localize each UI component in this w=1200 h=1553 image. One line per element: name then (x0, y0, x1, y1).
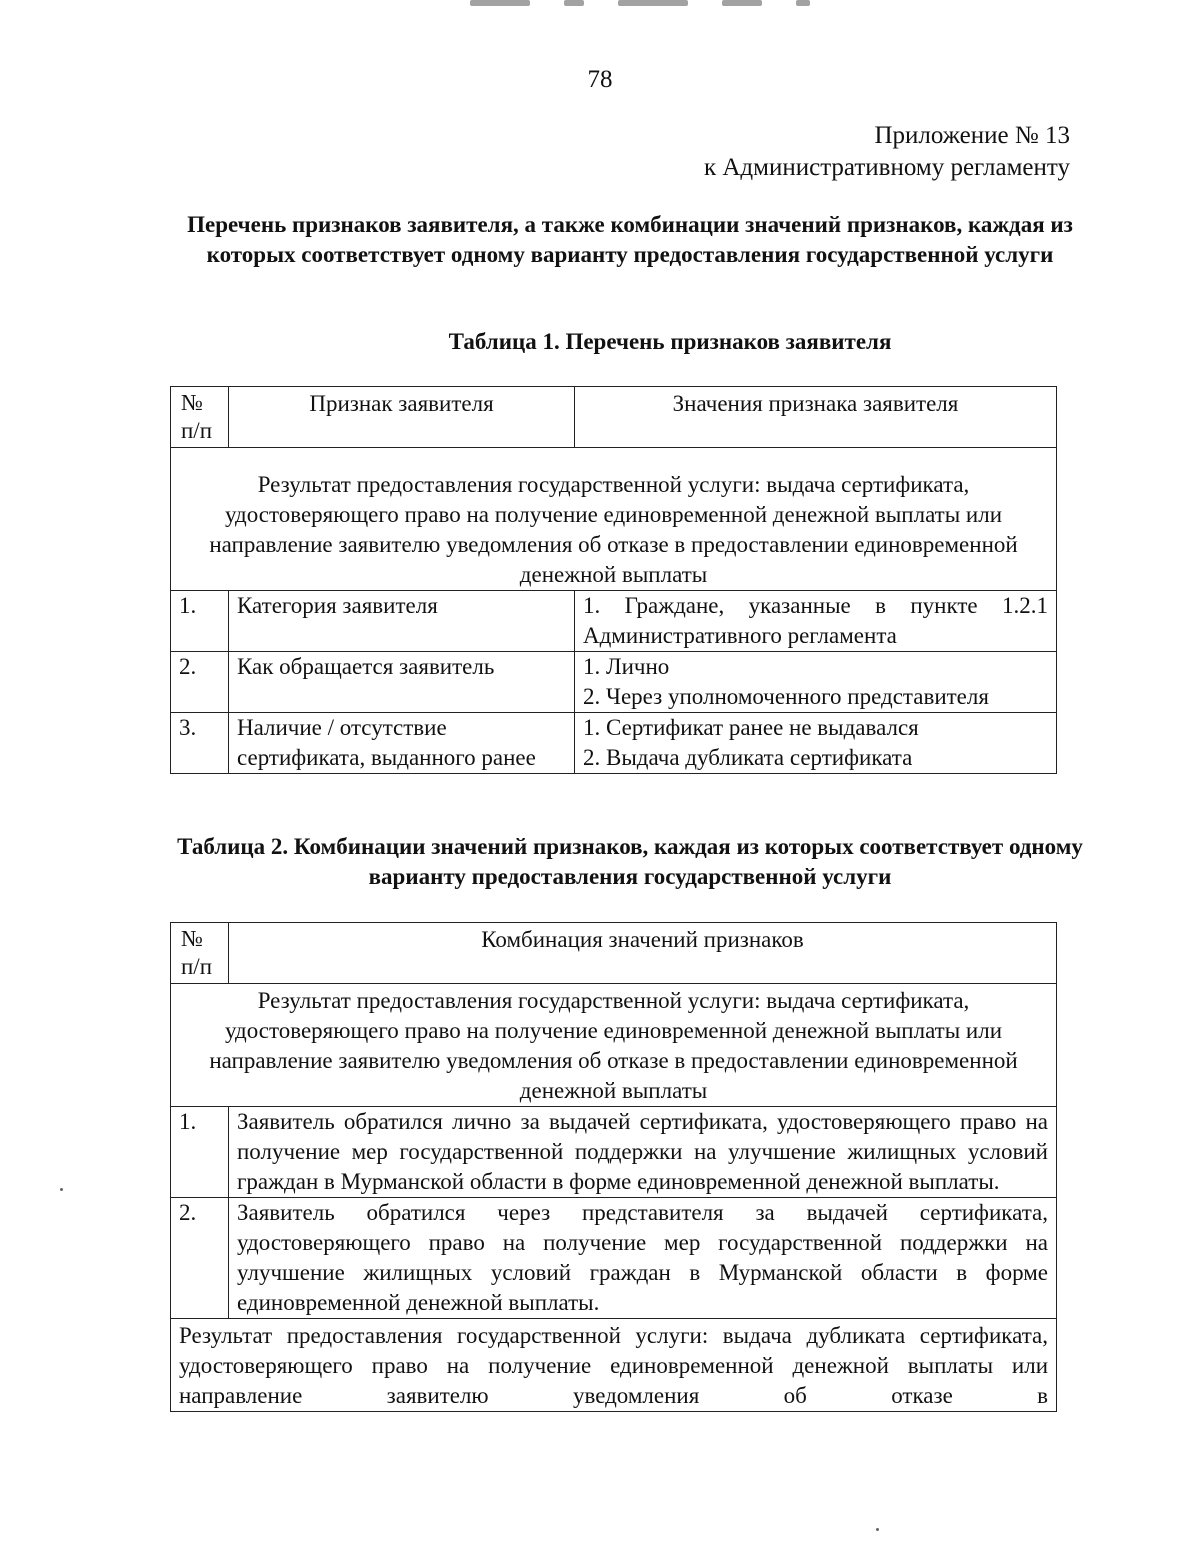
annex-reference: к Административному регламенту (703, 154, 1070, 181)
scan-artifact (470, 0, 830, 10)
row-combination: Заявитель обратился через представителя за выдачей сертификата, удостоверяющего право на получение мер государственной поддержки на улучшение жилищных условий граждан в Мурманской области в форме единовременной денежной выплаты. (229, 1198, 1057, 1319)
feature-combinations-table (170, 922, 1057, 1412)
scan-speck (60, 1188, 63, 1191)
row-number: 1. (171, 591, 229, 652)
header-number: № п/п (171, 923, 229, 984)
result-text: Результат предоставления государственной услуги: выдача сертификата, удостоверяющего право на получение единовременной денежной выплаты или направление заявителю уведомления об отказе в предоставлении единовременной денежной выплаты (171, 984, 1057, 1107)
document-title: Перечень признаков заявителя, а также комбинации значений признаков, каждая из которых соответствует одному варианту предоставления государственной услуги (187, 212, 1073, 267)
row-number: 1. (171, 1107, 229, 1198)
table-row (171, 652, 1057, 713)
row-combination: Заявитель обратился лично за выдачей сертификата, удостоверяющего право на получение мер государственной поддержки на улучшение жилищных условий граждан в Мурманской области в форме единовременной денежной выплаты. (229, 1107, 1057, 1198)
row-feature: Как обращается заявитель (229, 652, 575, 713)
table-header-row (171, 923, 1057, 984)
row-value: 1. Лично (583, 654, 670, 679)
row-feature: Категория заявителя (229, 591, 575, 652)
result-text: Результат предоставления государственной услуги: выдача сертификата, удостоверяющего право на получение единовременной денежной выплаты или направление заявителю уведомления об отказе в предоставлении единовременной денежной выплаты (171, 448, 1057, 591)
table-row (171, 1198, 1057, 1319)
applicant-features-table (170, 386, 1057, 774)
row-value: 1. Граждане, указанные в пункте 1.2.1 Административного регламента (575, 591, 1057, 652)
row-number: 2. (171, 1198, 229, 1319)
row-values (575, 652, 1057, 713)
scan-speck (876, 1528, 879, 1531)
table2-caption: Таблица 2. Комбинации значений признаков, каждая из которых соответствует одному варианту предоставления государственной услуги (177, 834, 1083, 889)
table1-caption: Таблица 1. Перечень признаков заявителя (448, 329, 892, 354)
header-number: № п/п (171, 387, 229, 448)
result-row (171, 1319, 1057, 1412)
page-number: 78 (587, 66, 613, 93)
header-feature: Признак заявителя (229, 387, 575, 448)
table-row (171, 1107, 1057, 1198)
table-header-row (171, 387, 1057, 448)
table-row (171, 713, 1057, 774)
result-row (171, 448, 1057, 591)
result-row (171, 984, 1057, 1107)
row-number: 2. (171, 652, 229, 713)
row-value: 1. Сертификат ранее не выдавался (583, 715, 919, 740)
annex-number: Приложение № 13 (874, 122, 1070, 149)
header-combination: Комбинация значений признаков (229, 923, 1057, 984)
row-values (575, 713, 1057, 774)
row-value: 2. Выдача дубликата сертификата (583, 745, 913, 770)
row-number: 3. (171, 713, 229, 774)
annex-heading (704, 120, 1070, 184)
row-value: 2. Через уполномоченного представителя (583, 684, 989, 709)
result-text: Результат предоставления государственной услуги: выдача дубликата сертификата, удостоверяющего право на получение единовременной денежной выплаты или направление заявителю уведомления об отказе в (171, 1319, 1057, 1412)
table-row (171, 591, 1057, 652)
row-feature: Наличие / отсутствие сертификата, выданного ранее (229, 713, 575, 774)
header-values: Значения признака заявителя (575, 387, 1057, 448)
